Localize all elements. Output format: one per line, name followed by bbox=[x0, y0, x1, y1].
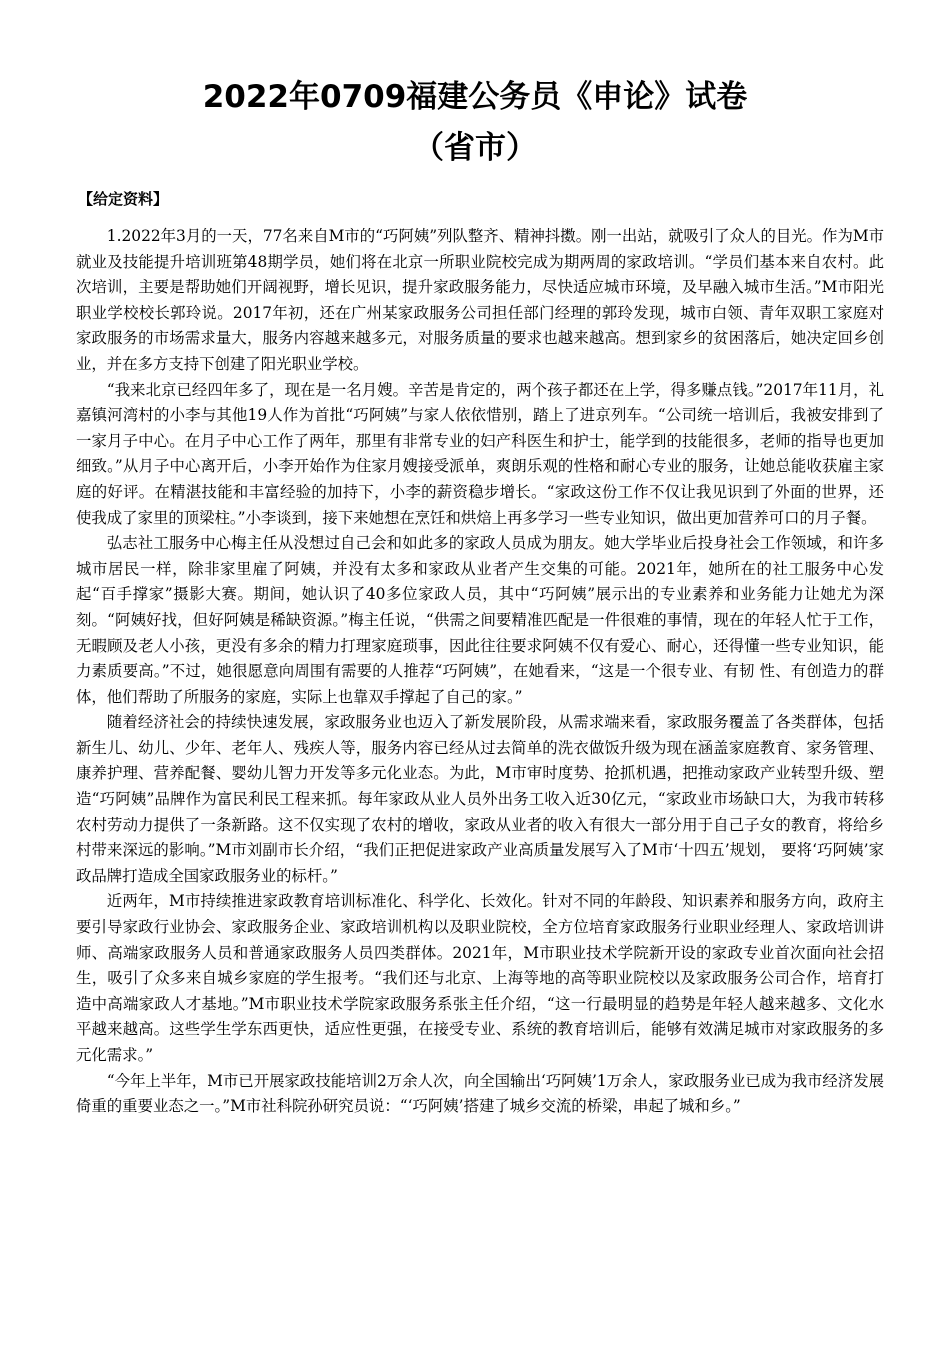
document-body bbox=[76, 224, 884, 1120]
document-title-line-2: （省市） bbox=[413, 130, 537, 166]
paragraph-2: “我来北京已经四年多了，现在是一名月嫂。辛苦是肯定的，两个孩子都还在上学，得多赚点钱。”2017年11月，礼嘉镇河湾村的小李与其他19人作为首批“巧阿姨”与家人依依惜别，踏上了进京列车。“公司统一培训后，我被安排到了一家月子中心。在月子中心工作了两年，那里有非常专业的妇产科医生和护士，能学到的技能很多，老师的指导也更加细致。”从月子中心离开后，小李开始作为住家月嫂接受派单，爽朗乐观的性格和耐心专业的服务，让她总能收获雇主家庭的好评。在精湛技能和丰富经验的加持下，小李的薪资稳步增长。“家政这份工作不仅让我见识到了外面的世界，还使我成了家里的顶梁柱。”小李谈到，接下来她想在烹饪和烘焙上再多学习一些专业知识，做出更加营养可口的月子餐。 bbox=[76, 380, 884, 527]
paragraph-5: 近两年，M市持续推进家政教育培训标准化、科学化、长效化。针对不同的年龄段、知识素养和服务方向，政府主要引导家政行业协会、家政服务企业、家政培训机构以及职业院校，全方位培育家政服务行业职业经理人、家政培训讲师、高端家政服务人员和普通家政服务人员四类群体。2021年，M市职业技术学院新开设的家政专业首次面向社会招生，吸引了众多来自城乡家庭的学生报考。“我们还与北京、上海等地的高等职业院校以及家政服务公司合作，培育打造中高端家政人才基地。”M市职业技术学院家政服务系张主任介绍，“这一行最明显的趋势是年轻人越来越多、文化水平越来越高。这些学生学东西更快，适应性更强，在接受专业、系统的教育培训后，能够有效满足城市对家政服务的多元化需求。” bbox=[76, 892, 884, 1064]
paragraph-1: 1.2022年3月的一天，77名来自M市的“巧阿姨”列队整齐、精神抖擞。刚一出站，就吸引了众人的目光。作为M市就业及技能提升培训班第48期学员，她们将在北京一所职业院校完成为期两周的家政培训。“学员们基本来自农村。此次培训，主要是帮助她们开阔视野，增长见识，提升家政服务能力，尽快适应城市环境，及早融入城市生活。”M市阳光职业学校校长郭玲说。2017年初，还在广州某家政服务公司担任部门经理的郭玲发现，城市白领、青年双职工家庭对家政服务的市场需求量大，服务内容越来越多元，对服务质量的要求也越来越高。想到家乡的贫困落后，她决定回乡创业，并在多方支持下创建了阳光职业学校。 bbox=[76, 227, 884, 373]
section-label: 【给定资料】 bbox=[78, 190, 169, 208]
document-title-line-1: 2022年0709福建公务员《申论》试卷 bbox=[202, 79, 748, 115]
paragraph-3: 弘志社工服务中心梅主任从没想过自己会和如此多的家政人员成为朋友。她大学毕业后投身社会工作领域，和许多城市居民一样，除非家里雇了阿姨，并没有太多和家政从业者产生交集的可能。2021年，她所在的社工服务中心发起“百手撑家”摄影大赛。期间，她认识了40多位家政人员，其中“巧阿姨”展示出的专业素养和业务能力让她尤为深刻。“阿姨好找，但好阿姨是稀缺资源。”梅主任说，“供需之间要精准匹配是一件很难的事情，现在的年轻人忙于工作，无暇顾及老人小孩，更没有多余的精力打理家庭琐事，因此往往要求阿姨不仅有爱心、耐心，还得懂一些专业知识，能力素质要高。”不过，她很愿意向周围有需要的人推荐“巧阿姨”，在她看来，“这是一个很专业、有韧 性、有创造力的群体，他们帮助了所服务的家庭，实际上也靠双手撑起了自己的家。” bbox=[76, 534, 884, 706]
paragraph-6: “今年上半年，M市已开展家政技能培训2万余人次，向全国输出‘巧阿姨’1万余人，家政服务业已成为我市经济发展倚重的重要业态之一。”M市社科院孙研究员说：“‘巧阿姨’搭建了城乡交流的桥梁，串起了城和乡。” bbox=[76, 1071, 884, 1116]
paragraph-4: 随着经济社会的持续快速发展，家政服务业也迈入了新发展阶段，从需求端来看，家政服务覆盖了各类群体，包括新生儿、幼儿、少年、老年人、残疾人等，服务内容已经从过去简单的洗衣做饭升级为现在涵盖家庭教育、家务管理、康养护理、营养配餐、婴幼儿智力开发等多元化业态。为此，M市审时度势、抢抓机遇，把推动家政产业转型升级、塑造“巧阿姨”品牌作为富民利民工程来抓。每年家政从业人员外出务工收入近30亿元，“家政业市场缺口大，为我市转移农村劳动力提供了一条新路。这不仅实现了农村的增收，家政从业者的收入有很大一部分用于自己子女的教育，将给乡村带来深远的影响。”M市刘副市长介绍，“我们正把促进家政产业高质量发展写入了M市‘十四五’规划， 要将‘巧阿姨’家政品牌打造成全国家政服务业的标杆。” bbox=[76, 713, 884, 885]
